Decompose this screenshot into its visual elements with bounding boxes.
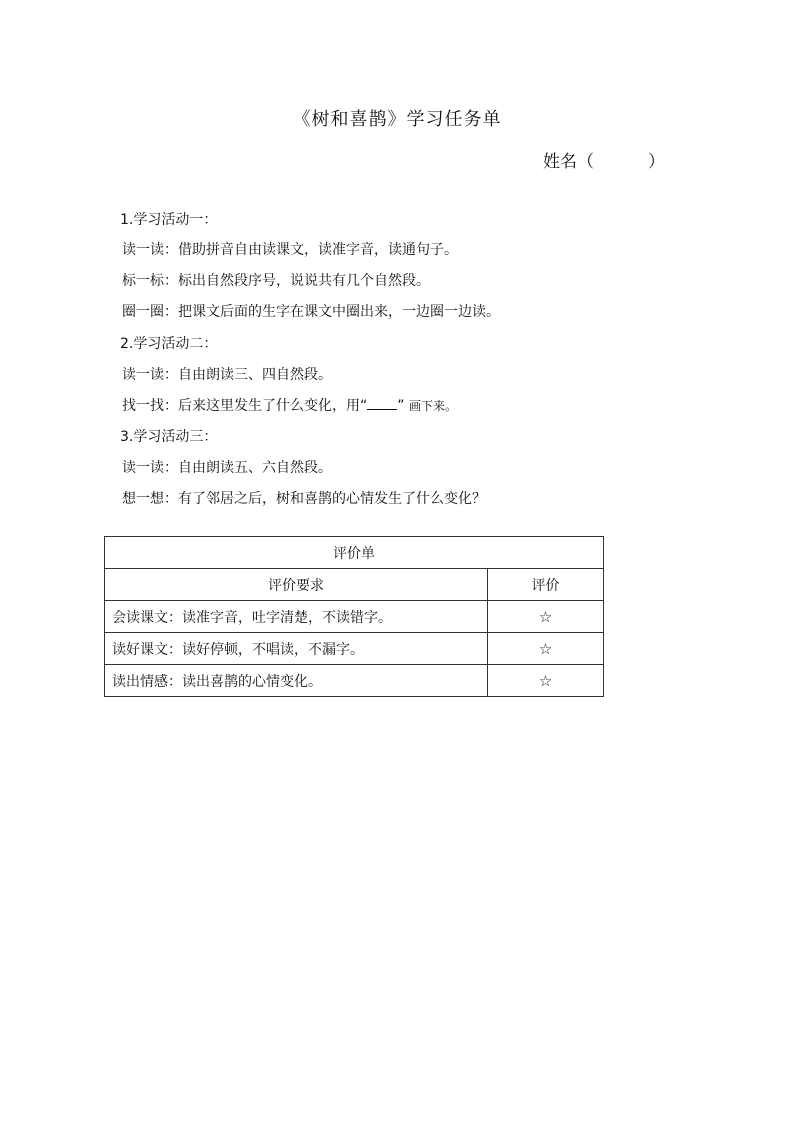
name-field: 姓名（ ）: [543, 152, 666, 172]
table-header-row: [105, 569, 604, 601]
item-text: ：把课文后面的生字在课文中圈出来，一边圈一边读。: [164, 304, 500, 320]
item-label: 读一读: [122, 367, 164, 383]
activity-1-item-3: [112, 301, 500, 321]
table-row: [105, 601, 604, 633]
item-text: ：有了邻居之后，树和喜鹊的心情发生了什么变化？: [164, 491, 486, 507]
table-row: [105, 665, 604, 697]
item-label: 圈一圈: [122, 304, 164, 320]
requirement-cell: 读出情感：读出喜鹊的心情变化。: [105, 665, 488, 697]
underline-blank: [367, 397, 397, 410]
item-text: ：自由朗读三、四自然段。: [164, 367, 332, 383]
star-rating-icon: ☆: [488, 665, 604, 697]
column-header-rating: 评价: [488, 569, 604, 601]
item-label: 读一读: [122, 460, 164, 476]
page-title: 《树和喜鹊》学习任务单: [292, 109, 502, 130]
table-row: [105, 633, 604, 665]
item-text: ：借助拼音自由读课文，读准字音，读通句子。: [164, 242, 458, 258]
item-label: 找一找: [122, 398, 164, 414]
item-text: ：自由朗读五、六自然段。: [164, 460, 332, 476]
table-caption: 评价单: [105, 537, 604, 569]
table-caption-row: [105, 537, 604, 569]
section-heading-1: 1.学习活动一：: [120, 212, 218, 228]
section-heading-2: 2.学习活动二：: [120, 336, 218, 352]
star-rating-icon: ☆: [488, 601, 604, 633]
activity-3-item-1: [112, 457, 332, 477]
item-text-before: ：后来这里发生了什么变化，用“: [164, 398, 368, 414]
activity-3-item-2: [112, 488, 486, 508]
item-label: 读一读: [122, 242, 164, 258]
activity-2-item-2: [112, 395, 457, 415]
section-heading-3: 3.学习活动三：: [120, 429, 218, 445]
activity-2-item-1: [112, 364, 332, 384]
requirement-cell: 读好课文：读好停顿，不唱读，不漏字。: [105, 633, 488, 665]
star-rating-icon: ☆: [488, 633, 604, 665]
item-text: ：标出自然段序号，说说共有几个自然段。: [164, 273, 430, 289]
evaluation-table: [104, 536, 604, 697]
activity-1-item-1: [112, 239, 458, 259]
item-label: 标一标: [122, 273, 164, 289]
column-header-requirement: 评价要求: [105, 569, 488, 601]
activity-1-item-2: [112, 270, 430, 290]
item-text-small: 画下来。: [408, 399, 457, 413]
item-text-after: ”: [397, 398, 405, 414]
item-label: 想一想: [122, 491, 164, 507]
requirement-cell: 会读课文：读准字音，吐字清楚，不读错字。: [105, 601, 488, 633]
